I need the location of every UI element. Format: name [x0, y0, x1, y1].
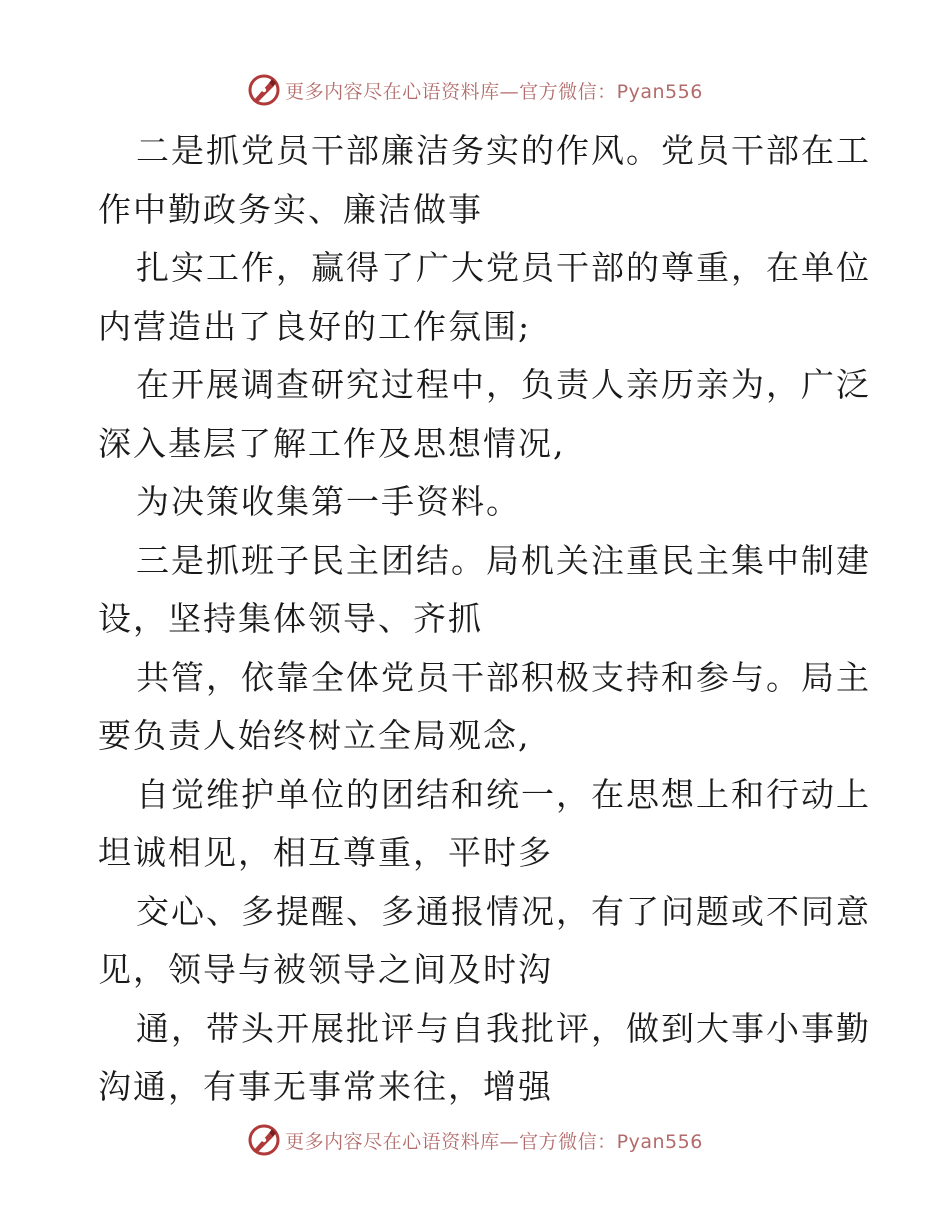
paragraph-line: 见，领导与被领导之间及时沟	[98, 950, 553, 989]
wechat-id: Pyan556	[616, 1130, 703, 1153]
pen-circle-logo-icon	[247, 73, 281, 107]
paragraph-line: 共管，依靠全体党员干部积极支持和参与。局主	[136, 657, 871, 697]
paragraph-line: 设，坚持集体领导、齐抓	[98, 599, 483, 638]
paragraph-line: 作中勤政务实、廉洁做事	[98, 189, 483, 229]
banner-text: 更多内容尽在心语资料库—官方微信：Pyan556	[285, 80, 703, 103]
paragraph-line: 在开展调查研究过程中，负责人亲历亲为，广泛	[136, 365, 871, 404]
paragraph-line: 沟通，有事无事常来往，增强	[98, 1067, 553, 1106]
paragraph-line: 通，带头开展批评与自我批评，做到大事小事勤	[136, 1008, 871, 1048]
header-banner	[0, 70, 950, 110]
banner-text: 更多内容尽在心语资料库—官方微信：Pyan556	[285, 1130, 703, 1153]
paragraph-line: 自觉维护单位的团结和统一，在思想上和行动上	[136, 774, 871, 814]
paragraph-line: 深入基层了解工作及思想情况,	[98, 423, 566, 463]
wechat-id: Pyan556	[616, 80, 703, 103]
paragraph-line: 坦诚相见，相互尊重，平时多	[98, 833, 553, 872]
pen-circle-logo-icon	[247, 1123, 281, 1157]
paragraph-line: 交心、多提醒、多通报情况，有了问题或不同意	[136, 891, 871, 931]
paragraph-line: 三是抓班子民主团结。局机关注重民主集中制建	[136, 540, 871, 580]
paragraph-line: 二是抓党员干部廉洁务实的作风。党员干部在工	[136, 131, 871, 170]
footer-banner	[0, 1120, 950, 1160]
paragraph-line: 要负责人始终树立全局观念,	[98, 716, 531, 755]
document-body	[98, 122, 871, 1117]
paragraph-line: 扎实工作，赢得了广大党员干部的尊重，在单位	[136, 248, 871, 287]
paragraph-line: 为决策收集第一手资料。	[136, 482, 521, 521]
paragraph-line: 内营造出了良好的工作氛围;	[98, 306, 532, 346]
